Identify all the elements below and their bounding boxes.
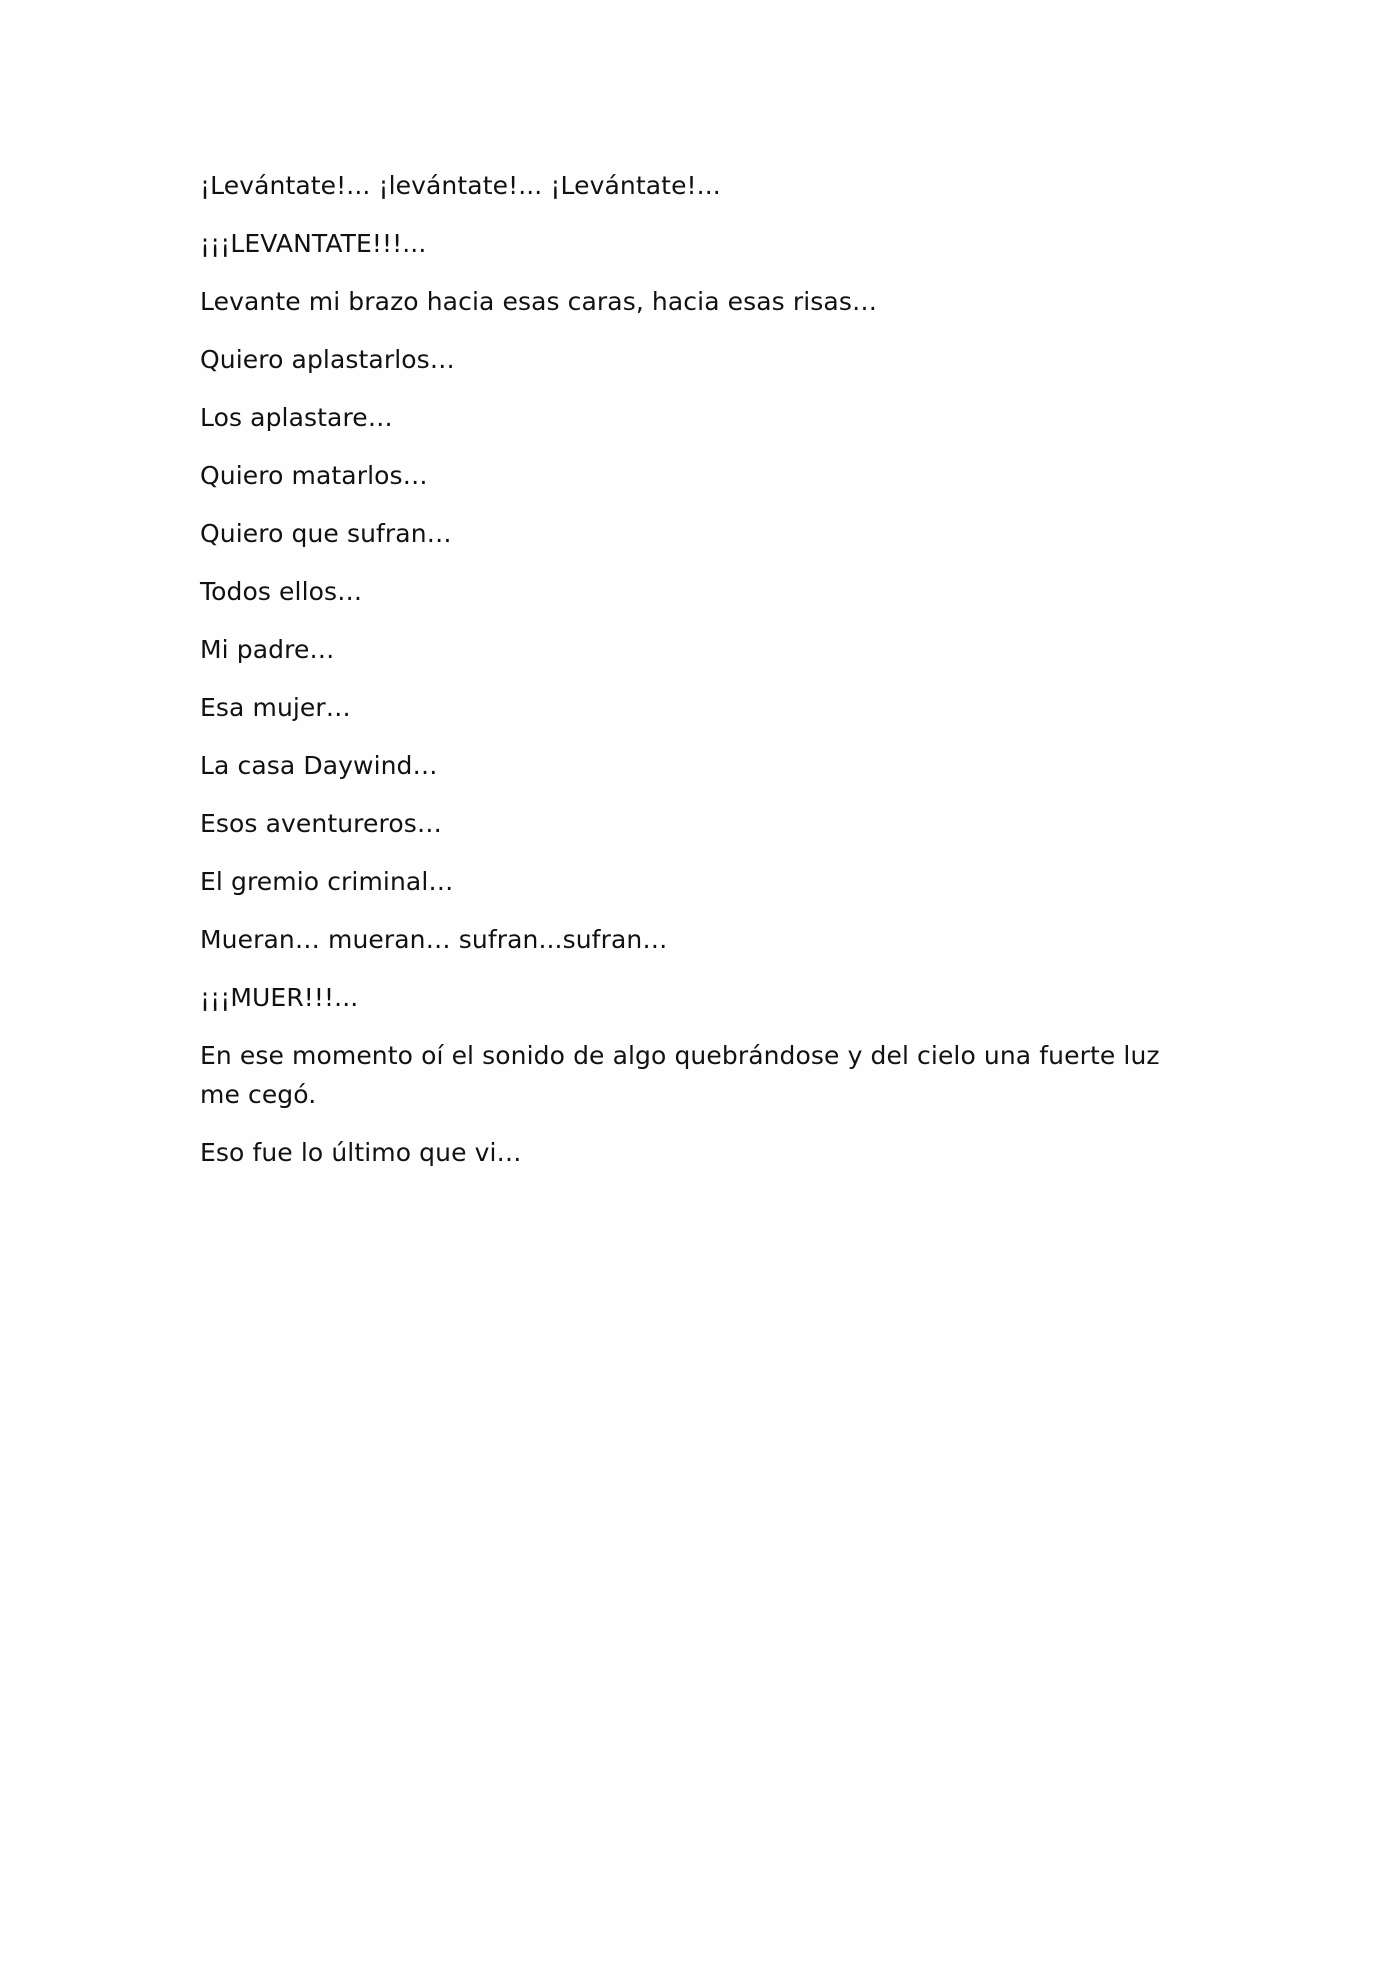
paragraph: Mi padre… [200,635,335,664]
paragraph: Mueran… mueran… sufran...sufran… [200,925,668,954]
paragraph: ¡¡¡MUER!!!... [200,983,359,1012]
paragraph: Quiero que sufran… [200,519,452,548]
paragraph: Eso fue lo último que vi… [200,1138,522,1167]
paragraph: El gremio criminal… [200,867,454,896]
document-body [200,166,1160,1191]
paragraph: ¡¡¡LEVANTATE!!!... [200,229,427,258]
paragraph: Esa mujer… [200,693,351,722]
paragraph: La casa Daywind… [200,751,438,780]
paragraph: Quiero matarlos… [200,461,428,490]
paragraph: Quiero aplastarlos… [200,345,455,374]
paragraph: En ese momento oí el sonido de algo quebrándose y del cielo una fuerte luz me cegó. [200,1041,1160,1109]
paragraph: Los aplastare… [200,403,393,432]
paragraph: Levante mi brazo hacia esas caras, hacia esas risas… [200,287,878,316]
paragraph: Esos aventureros… [200,809,442,838]
paragraph: Todos ellos… [200,577,363,606]
paragraph: ¡Levántate!... ¡levántate!... ¡Levántate!... [200,171,721,200]
